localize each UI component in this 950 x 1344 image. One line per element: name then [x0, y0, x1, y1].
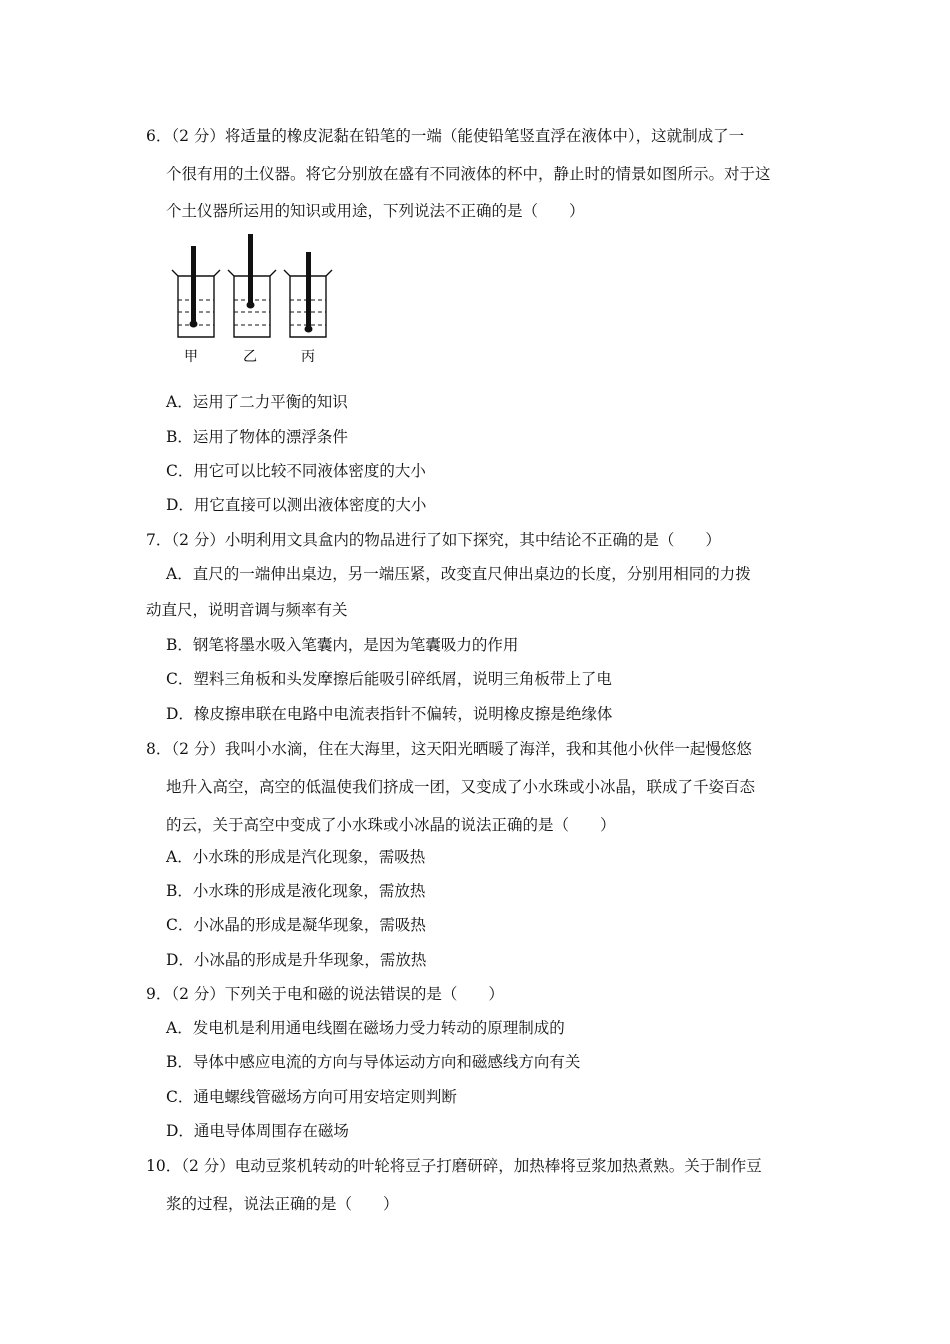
q8-option-b: B．小水珠的形成是液化现象，需放热 [166, 882, 426, 900]
q7-option-a: A．直尺的一端伸出桌边，另一端压紧，改变直尺伸出桌边的长度，分别用相同的力拨 [166, 565, 751, 583]
q6-option-d: D．用它直接可以测出液体密度的大小 [166, 496, 427, 514]
q9-option-c: C．通电螺线管磁场方向可用安培定则判断 [166, 1088, 457, 1106]
q6-option-b: B．运用了物体的漂浮条件 [166, 428, 348, 446]
label-bing: 丙 [301, 349, 315, 365]
beaker-jia [172, 246, 220, 337]
q10-stem-line-2: 浆的过程，说法正确的是（ ） [166, 1195, 399, 1213]
q7-stem-line-1: 7．（2 分）小明利用文具盒内的物品进行了如下探究，其中结论不正确的是（ ） [146, 531, 721, 549]
q7-option-b: B．钢笔将墨水吸入笔囊内，是因为笔囊吸力的作用 [166, 636, 519, 654]
q6-beakers-figure [160, 232, 350, 370]
q6-option-a: A．运用了二力平衡的知识 [166, 393, 348, 411]
q6-option-c: C．用它可以比较不同液体密度的大小 [166, 462, 426, 480]
q8-stem-line-3: 的云，关于高空中变成了小水珠或小冰晶的说法正确的是（ ） [166, 816, 616, 834]
q7-option-d: D．橡皮擦串联在电路中电流表指针不偏转，说明橡皮擦是绝缘体 [166, 705, 613, 723]
q8-stem-line-1: 8．（2 分）我叫小水滴，住在大海里，这天阳光晒暖了海洋，我和其他小伙伴一起慢悠悠 [146, 740, 752, 758]
q9-option-d: D．通电导体周围存在磁场 [166, 1122, 349, 1140]
q6-stem-line-3: 个土仪器所运用的知识或用途，下列说法不正确的是（ ） [166, 202, 585, 220]
q6-stem-line-2: 个很有用的土仪器。将它分别放在盛有不同液体的杯中，静止时的情景如图所示。对于这 [166, 165, 771, 183]
q8-option-c: C．小冰晶的形成是凝华现象，需吸热 [166, 916, 426, 934]
q8-option-d: D．小冰晶的形成是升华现象，需放热 [166, 951, 427, 969]
label-yi: 乙 [243, 349, 257, 365]
q8-option-a: A．小水珠的形成是汽化现象，需吸热 [166, 848, 426, 866]
q7-option-a-cont: 动直尺，说明音调与频率有关 [146, 601, 348, 619]
q10-stem-line-1: 10．（2 分）电动豆浆机转动的叶轮将豆子打磨研碎，加热棒将豆浆加热煮熟。关于制作豆 [146, 1157, 762, 1175]
q9-option-b: B．导体中感应电流的方向与导体运动方向和磁感线方向有关 [166, 1053, 581, 1071]
q8-stem-line-2: 地升入高空，高空的低温使我们挤成一团，又变成了小水珠或小冰晶，联成了千姿百态 [166, 778, 756, 796]
q9-stem-line-1: 9．（2 分）下列关于电和磁的说法错误的是（ ） [146, 985, 504, 1003]
q7-option-c: C．塑料三角板和头发摩擦后能吸引碎纸屑，说明三角板带上了电 [166, 670, 612, 688]
beaker-yi [228, 234, 276, 337]
label-jia: 甲 [184, 349, 198, 365]
beaker-bing [284, 252, 332, 337]
q9-option-a: A．发电机是利用通电线圈在磁场力受力转动的原理制成的 [166, 1019, 565, 1037]
q6-stem-line-1: 6．（2 分）将适量的橡皮泥黏在铅笔的一端（能使铅笔竖直浮在液体中），这就制成了一 [146, 127, 745, 145]
